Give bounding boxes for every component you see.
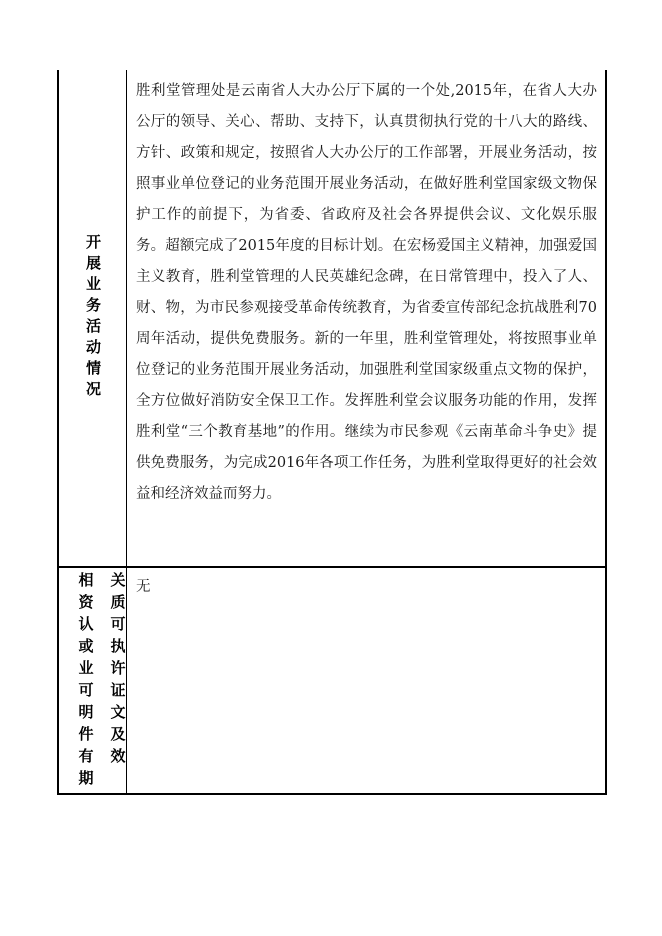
row-label-activity (59, 70, 127, 566)
table-row (59, 70, 605, 568)
row-content-qualification (127, 568, 605, 793)
vertical-label-text: 开展业务活动情况 (84, 234, 102, 402)
row-content-activity (127, 70, 605, 566)
row-label-qualification (59, 568, 127, 793)
report-table (57, 70, 607, 795)
vertical-label-text-left-column: 相资认或业可明件有期 (76, 572, 95, 792)
qualification-value: 无 (136, 579, 151, 595)
activity-description-paragraph: 胜利堂管理处是云南省人大办公厅下属的一个处,2015年，在省人大办公厅的领导、关心、帮助、支持下，认真贯彻执行党的十八大的路线、方针、政策和规定，按照省人大办公厅的工作部署，开展业务活动，按照事业单位登记的业务范围开展业务活动，在做好胜利堂国家级文物保护工作的前提下，为省委、省政府及社会各界提供会议、文化娱乐服务。超额完成了2015年度的目标计划。在宏杨爱国主义精神，加强爱国主义教育，胜利堂管理的人民英雄纪念碑，在日常管理中，投入了人、财、物，为市民参观接受革命传统教育，为省委宣传部纪念抗战胜利70周年活动，提供免费服务。新的一年里，胜利堂管理处，将按照事业单位登记的业务范围开展业务活动，加强胜利堂国家级重点文物的保护，全方位做好消防安全保卫工作。发挥胜利堂会议服务功能的作用，发挥胜利堂“三个教育基地”的作用。继续为市民参观《云南革命斗争史》提供免费服务，为完成2016年各项工作任务，为胜利堂取得更好的社会效益和经济效益而努力。 (136, 83, 597, 502)
table-row (59, 568, 605, 793)
vertical-label-text-right-column: 关质可执许证文及效 (108, 572, 127, 770)
